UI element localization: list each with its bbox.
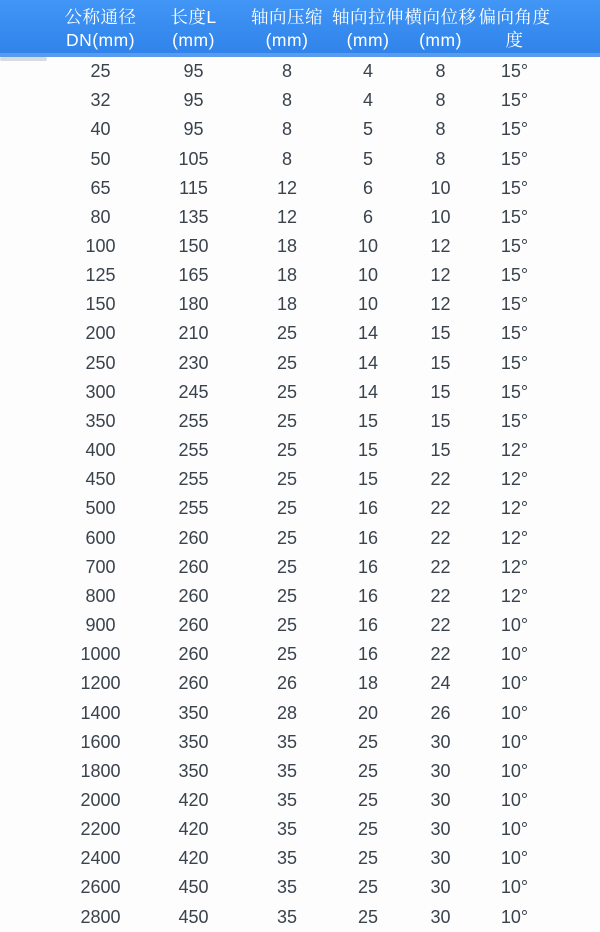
table-cell: 1200 — [80, 673, 121, 694]
table-row — [0, 728, 600, 757]
table-cell: 40 — [90, 119, 111, 140]
table-cell: 8 — [435, 90, 446, 111]
table-cell: 18 — [276, 294, 298, 315]
table-cell: 2400 — [80, 848, 121, 869]
table-cell: 15 — [430, 323, 451, 344]
table-cell: 10 — [357, 265, 379, 286]
header-cell-axial-extension — [332, 0, 404, 57]
header-cell-length — [145, 0, 242, 57]
table-cell: 255 — [178, 440, 209, 461]
table-cell: 1600 — [80, 731, 121, 752]
table-cell: 420 — [178, 789, 209, 810]
table-cell: 35 — [276, 906, 298, 927]
table-cell: 25 — [357, 760, 379, 781]
table-cell: 35 — [276, 760, 298, 781]
table-row — [0, 903, 600, 932]
table-cell: 10° — [500, 731, 529, 752]
header-unit: (mm) — [419, 30, 462, 50]
table-cell: 95 — [183, 119, 204, 140]
table-row — [0, 86, 600, 115]
table-cell: 10° — [500, 877, 529, 898]
table-row — [0, 407, 600, 436]
table-row — [0, 378, 600, 407]
table-cell: 12 — [276, 206, 298, 227]
table-cell: 4 — [362, 61, 373, 82]
table-row — [0, 815, 600, 844]
header-unit: (mm) — [346, 30, 390, 50]
table-row — [0, 757, 600, 786]
header-cell-dn — [0, 0, 145, 57]
table-cell: 16 — [357, 615, 379, 636]
table-cell: 25 — [276, 323, 298, 344]
table-cell: 30 — [430, 789, 451, 810]
table-cell: 450 — [85, 469, 116, 490]
table-cell: 10° — [500, 615, 529, 636]
table-cell: 22 — [430, 644, 451, 665]
table-cell: 15° — [500, 323, 529, 344]
table-cell: 105 — [178, 148, 209, 169]
table-cell: 260 — [178, 644, 209, 665]
table-cell: 25 — [276, 527, 298, 548]
table-cell: 12 — [430, 236, 451, 257]
table-row — [0, 349, 600, 378]
table-row — [0, 290, 600, 319]
table-cell: 25 — [276, 556, 298, 577]
table-cell: 25 — [276, 440, 298, 461]
table-cell: 700 — [85, 556, 116, 577]
table-cell: 12 — [276, 177, 298, 198]
table-cell: 25 — [276, 615, 298, 636]
table-cell: 6 — [362, 206, 373, 227]
table-cell: 255 — [178, 410, 209, 431]
table-header — [0, 0, 600, 57]
table-cell: 25 — [357, 819, 379, 840]
header-cell-axial-compression — [242, 0, 332, 57]
table-cell: 18 — [357, 673, 379, 694]
table-cell: 25 — [276, 644, 298, 665]
table-row — [0, 115, 600, 144]
table-cell: 14 — [357, 381, 379, 402]
table-cell: 10° — [500, 673, 529, 694]
table-cell: 210 — [178, 323, 209, 344]
table-cell: 25 — [357, 906, 379, 927]
header-label: 横向位移 — [404, 7, 477, 27]
table-cell: 260 — [178, 556, 209, 577]
table-cell: 8 — [281, 61, 292, 82]
header-cell-deflection-angle — [477, 0, 600, 57]
table-cell: 245 — [178, 381, 209, 402]
table-cell: 16 — [357, 585, 379, 606]
table-row — [0, 57, 600, 86]
table-cell: 95 — [183, 61, 204, 82]
table-cell: 500 — [85, 498, 116, 519]
table-cell: 15° — [500, 90, 529, 111]
table-cell: 30 — [430, 760, 451, 781]
table-cell: 10° — [500, 848, 529, 869]
table-cell: 25 — [357, 789, 379, 810]
table-cell: 26 — [276, 673, 298, 694]
table-cell: 8 — [435, 119, 446, 140]
table-cell: 900 — [85, 615, 116, 636]
table-cell: 25 — [276, 585, 298, 606]
table-cell: 15 — [430, 410, 451, 431]
table-cell: 15° — [500, 410, 529, 431]
table-cell: 2000 — [80, 789, 121, 810]
table-cell: 28 — [276, 702, 298, 723]
table-cell: 230 — [178, 352, 209, 373]
table-cell: 35 — [276, 877, 298, 898]
table-cell: 30 — [430, 877, 451, 898]
table-cell: 115 — [179, 177, 208, 198]
table-cell: 165 — [178, 265, 209, 286]
table-cell: 8 — [281, 119, 292, 140]
table-cell: 25 — [276, 410, 298, 431]
table-cell: 30 — [430, 848, 451, 869]
table-cell: 8 — [435, 61, 446, 82]
table-cell: 15° — [500, 61, 529, 82]
table-cell: 260 — [178, 585, 209, 606]
table-cell: 10° — [500, 644, 529, 665]
table-cell: 16 — [357, 527, 379, 548]
table-row — [0, 553, 600, 582]
table-cell: 15 — [357, 469, 379, 490]
table-cell: 10° — [500, 789, 529, 810]
header-label: 偏向角度 — [478, 7, 551, 27]
table-cell: 255 — [178, 498, 209, 519]
table-cell: 4 — [362, 90, 373, 111]
table-cell: 12° — [500, 440, 529, 461]
table-row — [0, 844, 600, 873]
table-cell: 420 — [178, 848, 209, 869]
table-cell: 22 — [430, 469, 451, 490]
table-cell: 95 — [183, 90, 204, 111]
table-row — [0, 640, 600, 669]
table-row — [0, 203, 600, 232]
table-cell: 22 — [430, 585, 451, 606]
table-cell: 800 — [85, 585, 116, 606]
table-cell: 14 — [357, 352, 379, 373]
table-cell: 10° — [500, 760, 529, 781]
table-cell: 65 — [90, 177, 111, 198]
table-cell: 10 — [357, 294, 379, 315]
table-cell: 35 — [276, 848, 298, 869]
table-cell: 12° — [500, 498, 529, 519]
table-cell: 15° — [500, 381, 529, 402]
table-cell: 15 — [430, 352, 451, 373]
table-cell: 12° — [500, 585, 529, 606]
table-cell: 1000 — [80, 644, 121, 665]
table-cell: 25 — [276, 469, 298, 490]
table-cell: 600 — [85, 527, 116, 548]
table-cell: 25 — [276, 381, 298, 402]
table-cell: 350 — [178, 760, 209, 781]
table-cell: 18 — [276, 265, 298, 286]
table-row — [0, 436, 600, 465]
table-cell: 22 — [430, 498, 451, 519]
table-cell: 100 — [85, 236, 116, 257]
table-cell: 15 — [430, 440, 451, 461]
table-cell: 25 — [276, 498, 298, 519]
table-cell: 125 — [85, 265, 116, 286]
table-cell: 15° — [500, 119, 529, 140]
table-cell: 24 — [430, 673, 451, 694]
header-cell-lateral-displacement — [404, 0, 477, 57]
table-cell: 8 — [435, 148, 446, 169]
table-cell: 26 — [430, 702, 451, 723]
table-cell: 135 — [178, 206, 209, 227]
table-cell: 10° — [500, 819, 529, 840]
table-cell: 14 — [357, 323, 379, 344]
table-cell: 30 — [430, 906, 451, 927]
table-cell: 35 — [276, 789, 298, 810]
table-cell: 25 — [357, 731, 379, 752]
table-cell: 15° — [500, 206, 529, 227]
table-row — [0, 261, 600, 290]
table-cell: 5 — [362, 148, 373, 169]
table-cell: 150 — [85, 294, 116, 315]
table-row — [0, 698, 600, 727]
table-cell: 10 — [430, 177, 451, 198]
table-cell: 150 — [178, 236, 209, 257]
table-row — [0, 465, 600, 494]
header-label: 公称通径 — [64, 7, 137, 27]
table-cell: 1800 — [80, 760, 121, 781]
table-cell: 50 — [90, 148, 111, 169]
table-cell: 12° — [500, 469, 529, 490]
table-cell: 30 — [430, 819, 451, 840]
table-cell: 200 — [85, 323, 116, 344]
horizontal-scrollbar-thumb[interactable] — [0, 57, 47, 61]
table-cell: 18 — [276, 236, 298, 257]
table-cell: 32 — [90, 90, 111, 111]
table-cell: 10 — [357, 236, 379, 257]
table-row — [0, 319, 600, 348]
table-cell: 15 — [430, 381, 451, 402]
table-cell: 16 — [357, 498, 379, 519]
table-body — [0, 57, 600, 932]
table-cell: 30 — [430, 731, 451, 752]
table-cell: 12° — [500, 527, 529, 548]
table-cell: 1400 — [80, 702, 121, 723]
table-cell: 300 — [85, 381, 116, 402]
table-cell: 6 — [362, 177, 373, 198]
table-cell: 250 — [85, 352, 116, 373]
table-cell: 12° — [500, 556, 529, 577]
table-cell: 2800 — [80, 906, 121, 927]
table-cell: 350 — [178, 702, 209, 723]
table-cell: 2600 — [80, 877, 121, 898]
table-cell: 350 — [85, 410, 116, 431]
table-cell: 10° — [500, 906, 529, 927]
table-row — [0, 582, 600, 611]
table-cell: 15° — [500, 352, 529, 373]
table-cell: 15° — [500, 265, 529, 286]
table-cell: 260 — [178, 673, 209, 694]
table-cell: 2200 — [80, 819, 121, 840]
table-cell: 25 — [357, 877, 379, 898]
table-row — [0, 786, 600, 815]
table-cell: 15° — [500, 177, 529, 198]
table-cell: 35 — [276, 819, 298, 840]
header-unit: 度 — [505, 30, 524, 50]
table-cell: 350 — [178, 731, 209, 752]
table-cell: 15° — [500, 148, 529, 169]
table-cell: 15° — [500, 294, 529, 315]
table-cell: 8 — [281, 148, 292, 169]
table-cell: 180 — [178, 294, 209, 315]
table-cell: 5 — [362, 119, 373, 140]
table-cell: 22 — [430, 527, 451, 548]
table-cell: 35 — [276, 731, 298, 752]
header-unit: DN(mm) — [65, 30, 136, 50]
table-cell: 20 — [357, 702, 379, 723]
table-cell: 12 — [430, 294, 451, 315]
header-label: 长度L — [170, 7, 217, 27]
table-cell: 260 — [178, 527, 209, 548]
header-unit: (mm) — [172, 30, 215, 50]
table-cell: 255 — [178, 469, 209, 490]
table-cell: 15° — [500, 236, 529, 257]
table-cell: 12 — [430, 265, 451, 286]
table-cell: 25 — [276, 352, 298, 373]
table-cell: 25 — [90, 61, 111, 82]
table-cell: 450 — [178, 906, 209, 927]
table-row — [0, 232, 600, 261]
table-cell: 8 — [281, 90, 292, 111]
table-cell: 22 — [430, 556, 451, 577]
header-label: 轴向压缩 — [251, 7, 323, 27]
table-cell: 10° — [500, 702, 529, 723]
table-cell: 80 — [90, 206, 111, 227]
table-cell: 400 — [85, 440, 116, 461]
table-cell: 15 — [357, 410, 379, 431]
table-cell: 450 — [178, 877, 209, 898]
table-row — [0, 873, 600, 902]
table-cell: 25 — [357, 848, 379, 869]
table-cell: 420 — [178, 819, 209, 840]
table-cell: 16 — [357, 644, 379, 665]
table-cell: 15 — [357, 440, 379, 461]
table-row — [0, 669, 600, 698]
header-unit: (mm) — [265, 30, 309, 50]
table-row — [0, 524, 600, 553]
table-cell: 22 — [430, 615, 451, 636]
table-row — [0, 174, 600, 203]
table-cell: 260 — [178, 615, 209, 636]
table-cell: 10 — [430, 206, 451, 227]
table-cell: 16 — [357, 556, 379, 577]
header-label: 轴向拉伸 — [332, 7, 404, 27]
table-row — [0, 611, 600, 640]
table-row — [0, 494, 600, 523]
table-row — [0, 144, 600, 173]
